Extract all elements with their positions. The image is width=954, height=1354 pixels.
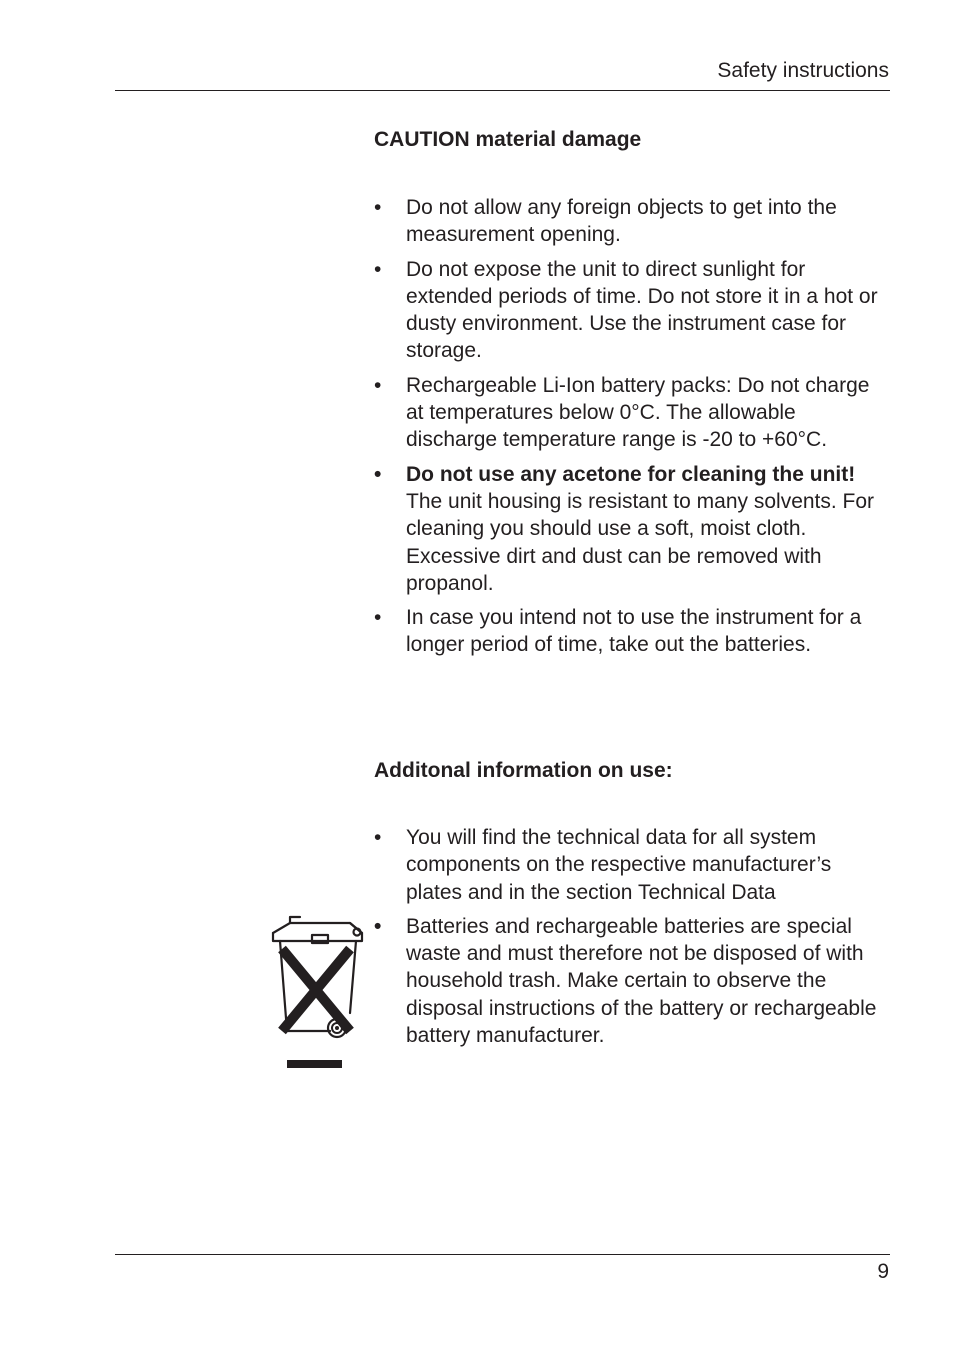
additional-info-section	[374, 824, 892, 1056]
caution-item-bold-text: Do not use any acetone for cleaning the unit!	[406, 462, 856, 486]
additional-item-text: You will find the technical data for all system components on the respective manufacturer’s plates and in the section Technical Data	[406, 826, 832, 904]
bullet-marker: •	[374, 826, 382, 849]
additional-item-text: Batteries and rechargeable batteries are special waste and must therefore not be disposed of with household trash. Make certain to observe the disposal instructions of the battery or rechargeable battery manufacturer.	[406, 914, 877, 1048]
bullet-marker: •	[374, 196, 382, 219]
caution-item-text: Rechargeable Li-Ion battery packs: Do not charge at temperatures below 0°C. The allowable discharge temperature range is -20 to +60°C.	[406, 373, 870, 452]
bullet-marker: •	[374, 606, 382, 630]
caution-list-item	[374, 604, 892, 659]
additional-list-item	[374, 824, 892, 906]
caution-heading: CAUTION material damage	[374, 128, 642, 151]
caution-item-text: Do not expose the unit to direct sunlight for extended periods of time. Do not store it in a hot or dusty environment. Use the instrument case for storage.	[406, 257, 878, 363]
page-number: 9	[877, 1260, 889, 1283]
additional-info-list	[374, 824, 892, 1049]
additional-list-item	[374, 913, 892, 1049]
footer-divider	[115, 1254, 890, 1255]
caution-item-text: The unit housing is resistant to many solvents. For cleaning you should use a soft, moist cloth. Excessive dirt and dust can be removed with propanol.	[406, 489, 875, 595]
caution-list-item	[374, 461, 892, 597]
caution-list-item	[374, 372, 892, 454]
bullet-marker: •	[374, 914, 382, 938]
caution-item-text: Do not allow any foreign objects to get into the measurement opening.	[406, 196, 837, 247]
caution-section	[374, 194, 892, 666]
caution-list-item	[374, 194, 892, 249]
crossed-out-wheelie-bin-icon	[270, 913, 366, 1073]
bullet-marker: •	[374, 462, 382, 486]
caution-item-text: In case you intend not to use the instrument for a longer period of time, take out the batteries.	[406, 606, 862, 657]
page-header-title: Safety instructions	[717, 59, 889, 82]
bullet-marker: •	[374, 373, 382, 397]
header-divider	[115, 90, 890, 91]
bullet-marker: •	[374, 257, 382, 281]
caution-list-item	[374, 256, 892, 365]
caution-list	[374, 194, 892, 659]
additional-info-heading: Additonal information on use:	[374, 759, 673, 782]
